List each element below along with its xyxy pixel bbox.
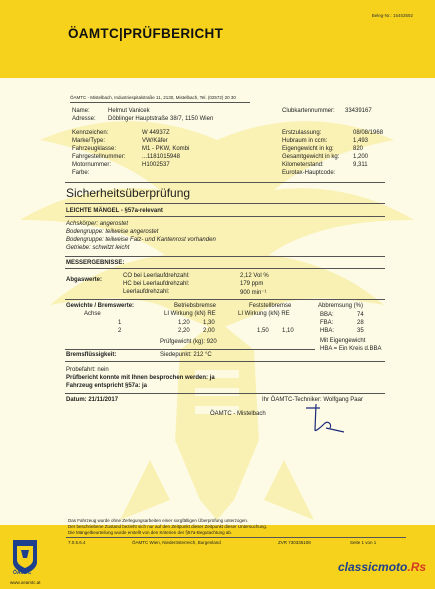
compliance-note: Fahrzeug entspricht §57a: ja bbox=[66, 383, 148, 389]
service-brake-sub: LI Wirkung (kN) RE bbox=[164, 311, 216, 317]
axle-value: 1,10 bbox=[282, 328, 294, 334]
technician-line: Ihr ÖAMTC-Techniker: Wolfgang Paar bbox=[262, 397, 363, 403]
first-registration-value: 08/08/1968 bbox=[353, 130, 384, 136]
owner-address-label: Adresse: bbox=[72, 116, 96, 122]
own-weight-label: Eigengewicht in kg: bbox=[282, 146, 334, 152]
bba-label: BBA: bbox=[320, 312, 334, 318]
club-card-value: 33439167 bbox=[345, 108, 372, 114]
axle-value: 2,20 bbox=[178, 328, 190, 334]
boiling-point: Siedepunkt: 212 °C bbox=[160, 352, 212, 358]
safety-title: Sicherheitsüberprüfung bbox=[66, 186, 191, 200]
divider bbox=[65, 256, 385, 257]
vehicle-engine-value: H1002537 bbox=[142, 162, 170, 168]
owner-name-label: Name: bbox=[72, 108, 90, 114]
location-line: ÖAMTC - Mistelbach bbox=[210, 411, 266, 417]
mileage-label: Kilometerstand: bbox=[282, 162, 324, 168]
header-band bbox=[0, 0, 435, 78]
defect-item: Bodengruppe: teilweise Falz- und Kantenrost vorhanden bbox=[66, 237, 216, 243]
hc-label: HC bei Leerlaufdrehzahl: bbox=[123, 281, 190, 287]
mileage-value: 9,311 bbox=[353, 162, 368, 168]
total-weight-label: Gesamtgewicht in kg: bbox=[282, 154, 340, 160]
vehicle-class-value: M1 - PKW, Kombi bbox=[142, 146, 190, 152]
divider bbox=[65, 216, 385, 217]
axle-value: 1,50 bbox=[257, 328, 269, 334]
first-registration-label: Erstzulassung: bbox=[282, 130, 322, 136]
service-brake-header: Betriebsbremse bbox=[174, 303, 217, 309]
beleg-number: Beleg-Nr.: 15453592 bbox=[371, 13, 413, 18]
axle-value: 1,20 bbox=[178, 320, 190, 326]
sender-line: ÖAMTC - Mistelbach, Industriespitalstraße 11, 2130, Mistelbach, Tel. (02572) 20 30 bbox=[70, 95, 236, 100]
owner-address-value: Döblinger Hauptstraße 38/7, 1150 Wien bbox=[108, 116, 214, 122]
footer-divider bbox=[66, 537, 406, 538]
fba-value: 28 bbox=[357, 320, 364, 326]
owner-name-value: Helmut Vanicek bbox=[108, 108, 150, 114]
brake-label: Gewichte / Bremswerte: bbox=[66, 303, 135, 309]
co-label: CO bei Leerlaufdrehzahl: bbox=[123, 273, 190, 279]
deviation-header: Abbremsung (%) bbox=[318, 303, 364, 309]
displacement-value: 1,493 bbox=[353, 138, 369, 144]
vehicle-vin-label: Fahrgestellnummer: bbox=[72, 154, 126, 160]
parking-brake-sub: LI Wirkung (kN) RE bbox=[238, 311, 290, 317]
brake-fluid-label: Bremsflüssigkeit: bbox=[66, 352, 117, 358]
axle-value: 1,30 bbox=[203, 320, 215, 326]
classicmoto-watermark: classicmoto.Rs bbox=[338, 560, 427, 574]
vehicle-color-label: Farbe: bbox=[72, 170, 90, 176]
divider bbox=[65, 393, 385, 394]
eurotax-label: Eurotax-Hauptcode: bbox=[282, 170, 336, 176]
disclaimer-line: Der beschriebene Zustand bezieht sich nur auf den Zeitpunkt dieser Zeitpunkt dieser Untersuchung. bbox=[68, 524, 268, 529]
idle-speed-value: 900 min⁻¹ bbox=[240, 290, 267, 296]
axle-header: Achse bbox=[84, 311, 101, 317]
divider bbox=[65, 203, 385, 204]
trial-drive: Probefahrt: nein bbox=[66, 367, 109, 373]
bba-value: 74 bbox=[357, 312, 364, 318]
vehicle-plate-label: Kennzeichen: bbox=[72, 130, 109, 136]
fba-label: FBA: bbox=[320, 320, 334, 326]
divider bbox=[65, 349, 315, 350]
parking-brake-header: Feststellbremse bbox=[249, 303, 292, 309]
club-card-label: Clubkartennummer: bbox=[282, 108, 335, 114]
disclaimer-line: Das Fahrzeug wurde ohne Zerlegungsarbeiten einer sorgfältigen Überprüfung unterzogen. bbox=[68, 518, 249, 523]
co-value: 2,12 Vol % bbox=[240, 273, 269, 279]
test-weight: Prüfgewicht (kg): 920 bbox=[160, 339, 217, 345]
website-link[interactable]: www.oeamtc.at bbox=[10, 580, 41, 585]
idle-speed-label: Leerlaufdrehzahl: bbox=[123, 289, 170, 295]
defect-item: Getriebe: schwitzt leicht bbox=[66, 245, 130, 251]
footer-page: Seite 1 von 1 bbox=[350, 540, 377, 545]
axle-value: 2,00 bbox=[203, 328, 215, 334]
discussed-note: Prüfbericht konnte mit Ihnen besprochen werden: ja bbox=[66, 375, 215, 381]
hba-label: HBA: bbox=[320, 328, 335, 334]
own-weight-note: Mit Eigengewicht bbox=[320, 338, 366, 344]
eagle-watermark-icon bbox=[0, 80, 435, 540]
divider bbox=[65, 299, 385, 300]
vehicle-vin-value: ...1181015948 bbox=[142, 154, 180, 160]
vehicle-class-label: Fahrzeugklasse: bbox=[72, 146, 117, 152]
vehicle-plate-value: W 44937Z bbox=[142, 130, 170, 136]
document-title: ÖAMTC|PRÜFBERICHT bbox=[68, 26, 224, 41]
logo-text: ÖAMTC bbox=[13, 570, 32, 576]
report-date: Datum: 21/11/2017 bbox=[66, 397, 119, 403]
own-weight-value: 820 bbox=[353, 146, 364, 152]
defect-item: Bodengruppe: teilweise angerostet bbox=[66, 229, 159, 235]
defect-item: Achskörper: angerostet bbox=[66, 221, 129, 227]
signature-icon bbox=[298, 398, 348, 438]
sender-underline bbox=[70, 102, 250, 103]
axle-number: 1 bbox=[118, 320, 122, 326]
defects-heading: LEICHTE MÄNGEL - §57a-relevant bbox=[66, 208, 163, 214]
hba-value: 35 bbox=[357, 328, 364, 334]
divider bbox=[65, 361, 385, 362]
hc-value: 179 ppm bbox=[240, 281, 264, 287]
vehicle-make-label: Marke/Type: bbox=[72, 138, 106, 144]
total-weight-value: 1,200 bbox=[353, 154, 369, 160]
disclaimer-line: Die Mängelbeurteilung wurde erstellt von den Kriterien der §57a-Begutachtung ab. bbox=[68, 530, 233, 535]
exhaust-label: Abgaswerte: bbox=[66, 277, 103, 283]
vehicle-make-value: VW/Käfer bbox=[142, 138, 168, 144]
footer-zvr: ZVR 730335108 bbox=[278, 540, 311, 545]
footer-code: 7.0.5.6.4 bbox=[68, 540, 86, 545]
divider bbox=[65, 268, 385, 269]
footer-org: ÖAMTC Wien, Niederösterreich, Burgenland bbox=[132, 540, 221, 545]
axle-number: 2 bbox=[118, 328, 122, 334]
displacement-label: Hubraum in ccm: bbox=[282, 138, 328, 144]
hba-note: HBA = Ein Kreis d.BBA bbox=[320, 346, 382, 352]
divider bbox=[65, 182, 385, 183]
measurements-heading: MESSERGEBNISSE: bbox=[66, 260, 125, 266]
vehicle-engine-label: Motornummer: bbox=[72, 162, 112, 168]
